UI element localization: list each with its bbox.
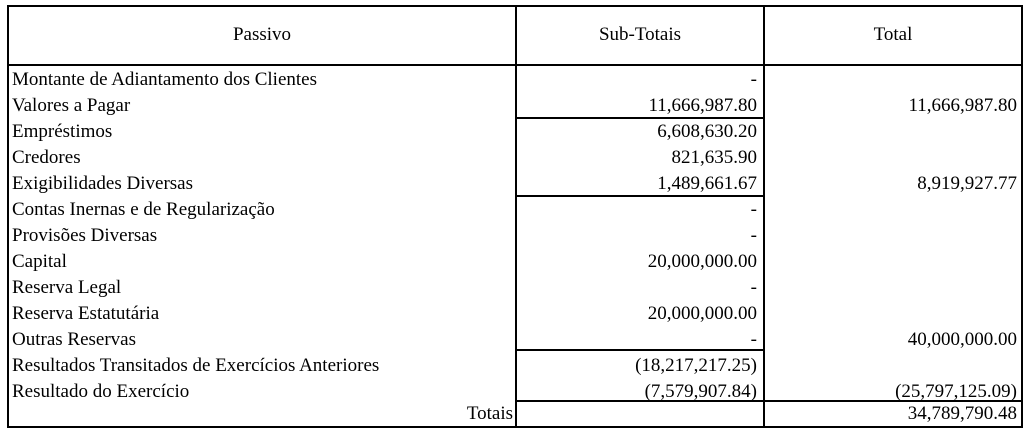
row-label: Contas Inernas e de Regularização xyxy=(12,199,275,220)
row-subtotal: 821,635.90 xyxy=(671,147,757,168)
row-label: Reserva Estatutária xyxy=(12,303,160,324)
row-total: 8,919,927.77 xyxy=(917,173,1017,194)
col-separator-2 xyxy=(763,5,765,428)
row-subtotal: (18,217,217.25) xyxy=(635,355,757,376)
row-label: Provisões Diversas xyxy=(12,225,158,246)
row-subtotal: 11,666,987.80 xyxy=(648,95,757,116)
row-subtotal: 20,000,000.00 xyxy=(647,303,757,324)
row-label: Exigibilidades Diversas xyxy=(12,173,193,194)
totals-label: Totais xyxy=(466,403,513,424)
row-label: Valores a Pagar xyxy=(12,95,131,116)
totals-value: 34,789,790.48 xyxy=(907,403,1017,424)
subtotal-left-border-c xyxy=(515,195,517,351)
row-subtotal: 1,489,661.67 xyxy=(657,173,757,194)
row-subtotal: - xyxy=(750,329,757,350)
row-label: Capital xyxy=(12,251,67,272)
row-label: Reserva Legal xyxy=(12,277,122,298)
subtotal-left-border-d xyxy=(515,349,517,428)
row-total: (25,797,125.09) xyxy=(895,381,1017,402)
subtotal-left-border-a xyxy=(515,66,517,118)
row-label: Resultado do Exercício xyxy=(12,381,190,402)
subtotal-group-line-3 xyxy=(515,349,764,351)
row-total: 11,666,987.80 xyxy=(908,95,1017,116)
subtotal-left-border-b xyxy=(515,117,517,197)
header-sub-totais: Sub-Totais xyxy=(598,24,682,45)
row-label: Credores xyxy=(12,147,81,168)
header-total: Total xyxy=(873,24,913,45)
header-passivo: Passivo xyxy=(232,24,292,45)
row-label: Montante de Adiantamento dos Clientes xyxy=(12,69,318,90)
row-label: Resultados Transitados de Exercícios Anteriores xyxy=(12,355,380,376)
row-subtotal: 6,608,630.20 xyxy=(657,121,757,142)
row-subtotal: - xyxy=(750,277,757,298)
table-border-right xyxy=(1021,5,1023,428)
row-subtotal: - xyxy=(750,69,757,90)
table-border-left xyxy=(7,5,9,428)
balance-sheet-table xyxy=(7,5,1023,428)
row-subtotal: - xyxy=(750,225,757,246)
row-label: Outras Reservas xyxy=(12,329,136,350)
row-total: 40,000,000.00 xyxy=(907,329,1017,350)
row-subtotal: 20,000,000.00 xyxy=(647,251,757,272)
row-subtotal: - xyxy=(750,199,757,220)
row-label: Empréstimos xyxy=(12,121,113,142)
row-subtotal: (7,579,907.84) xyxy=(644,381,757,402)
